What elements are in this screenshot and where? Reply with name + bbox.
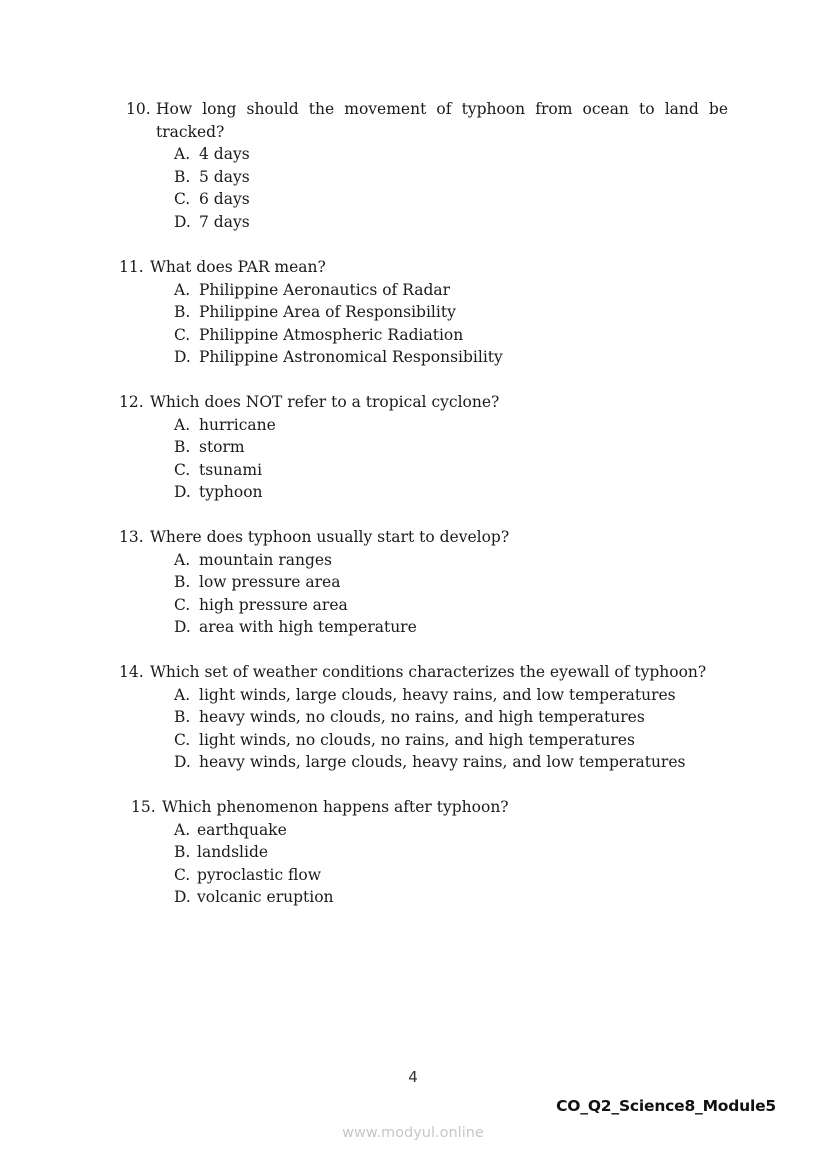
option-d [174,886,771,909]
question-number: 10. [126,100,151,118]
question-stem [119,661,779,684]
option-c [174,864,771,887]
option-text: typhoon [199,483,263,501]
option-text: 5 days [199,167,250,186]
option-letter: A. [174,685,191,704]
question-10 [126,98,728,233]
option-text: heavy winds, large clouds, heavy rains, and low temperatures [199,753,686,771]
option-text: Philippine Astronomical Responsibility [199,348,503,366]
option-b [174,436,759,459]
option-b [174,166,728,189]
option-text: area with high temperature [199,618,417,636]
question-number: 11. [119,258,144,276]
option-d [174,616,759,639]
page-number: 4 [408,1068,418,1086]
question-12 [119,391,759,504]
question-11 [119,256,759,369]
question-number: 13. [119,528,144,546]
option-text: hurricane [199,415,276,434]
option-text: earthquake [197,820,287,839]
option-letter: A. [174,550,191,569]
question-text: Where does typhoon usually start to develop? [150,528,510,546]
question-14 [119,661,779,774]
option-letter: C. [174,190,191,208]
option-b [174,301,759,324]
option-b [174,841,771,864]
option-text: low pressure area [199,573,341,591]
option-text: Philippine Atmospheric Radiation [199,325,464,344]
option-c [174,324,759,347]
option-c [174,188,728,211]
question-text: Which does NOT refer to a tropical cyclone? [150,393,500,411]
question-text: Which phenomenon happens after typhoon? [162,798,509,816]
option-text: Philippine Aeronautics of Radar [199,280,451,299]
option-letter: A. [174,820,191,839]
option-letter: D. [174,212,191,231]
option-text: heavy winds, no clouds, no rains, and high temperatures [199,708,645,726]
question-stem [126,98,728,143]
option-c [174,459,759,482]
question-15 [131,796,771,909]
option-letter: B. [174,438,191,456]
question-stem [119,391,759,414]
option-letter: A. [174,280,191,299]
question-text: What does PAR mean? [150,258,326,276]
option-text: 7 days [199,212,250,231]
option-letter: C. [174,595,191,614]
module-code: CO_Q2_Science8_Module5 [556,1097,776,1115]
question-stem [119,526,759,549]
option-letter: D. [174,753,191,771]
option-letter: B. [174,708,191,726]
option-text: pyroclastic flow [197,865,321,884]
option-text: 6 days [199,190,250,208]
option-letter: D. [174,618,191,636]
option-letter: B. [174,573,191,591]
option-b [174,571,759,594]
option-a [174,684,779,707]
option-b [174,706,779,729]
option-letter: A. [174,145,191,163]
option-text: 4 days [199,145,250,163]
option-text: landslide [197,843,269,861]
option-letter: C. [174,730,191,749]
option-text: mountain ranges [199,550,333,569]
option-letter: D. [174,888,191,906]
option-d [174,751,779,774]
option-a [174,819,771,842]
question-13 [119,526,759,639]
question-stem [131,796,771,819]
option-d [174,211,728,234]
option-a [174,279,759,302]
option-letter: D. [174,483,191,501]
option-text: light winds, large clouds, heavy rains, and low temperatures [199,685,676,704]
option-text: high pressure area [199,595,348,614]
option-a [174,143,728,166]
option-letter: D. [174,348,191,366]
option-letter: C. [174,460,191,479]
option-text: storm [199,438,245,456]
option-text: tsunami [199,460,263,479]
question-text: Which set of weather conditions characterizes the eyewall of typhoon? [150,663,707,681]
option-letter: B. [174,303,191,321]
option-text: light winds, no clouds, no rains, and high temperatures [199,730,635,749]
question-number: 14. [119,663,144,681]
option-c [174,729,779,752]
option-letter: B. [174,167,191,186]
option-letter: C. [174,325,191,344]
option-a [174,414,759,437]
option-letter: A. [174,415,191,434]
option-text: Philippine Area of Responsibility [199,303,456,321]
option-c [174,594,759,617]
option-a [174,549,759,572]
question-stem [119,256,759,279]
option-letter: B. [174,843,191,861]
option-letter: C. [174,865,191,884]
option-d [174,346,759,369]
option-d [174,481,759,504]
watermark: www.modyul.online [342,1125,484,1141]
question-number: 12. [119,393,144,411]
question-text: How long should the movement of typhoon from ocean to land be tracked? [156,100,728,141]
question-number: 15. [131,798,156,816]
option-text: volcanic eruption [197,888,334,906]
